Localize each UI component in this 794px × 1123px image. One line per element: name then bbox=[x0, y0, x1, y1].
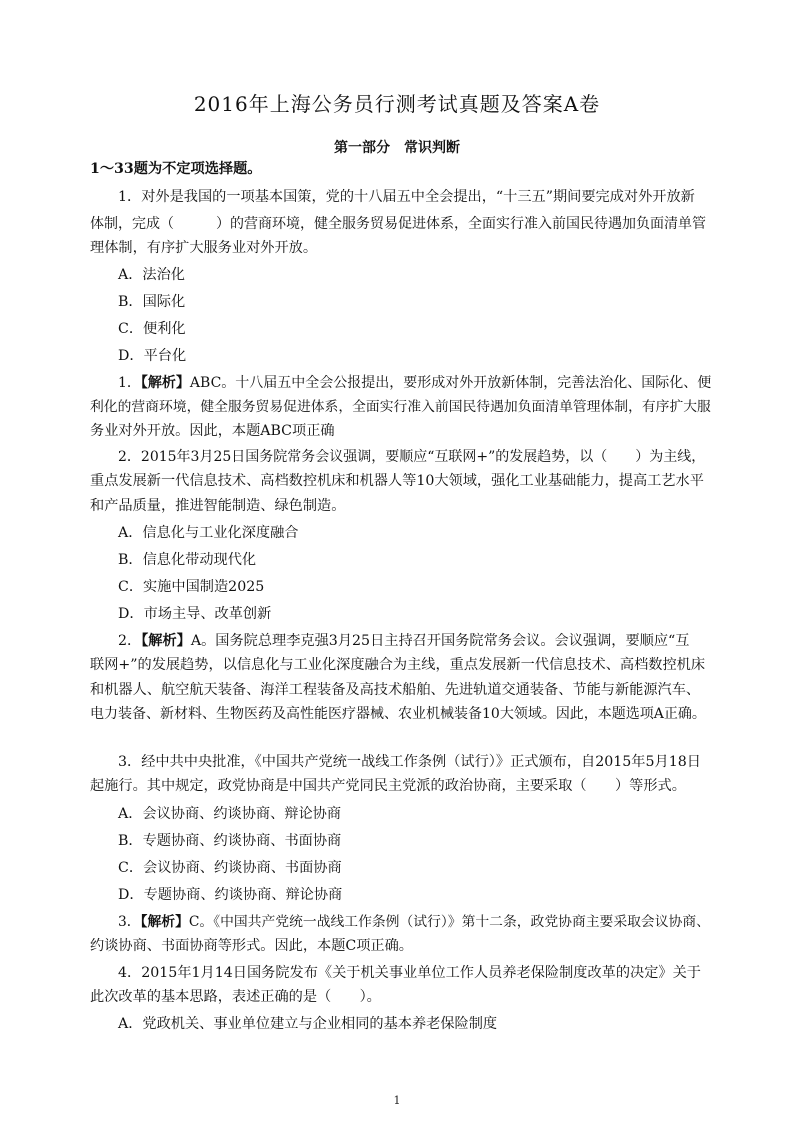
text-line: 起施行。其中规定，政党协商是中国共产党同民主党派的政治协商，主要采取（ ）等形式。 bbox=[90, 778, 686, 794]
answer-line: 2．【解析】A。国务院总理李克强3月25日主持召开国务院常务会议。会议强调，要顺应“互 bbox=[118, 633, 690, 649]
text-line: 联网+”的发展趋势，以信息化与工业化深度融合为主线，重点发展新一代信息技术、高档数控机床 bbox=[90, 657, 706, 673]
instruction-text: 1～33题为不定项选择题。 bbox=[90, 161, 262, 177]
text-line: 4．2015年1月14日国务院发布《关于机关事业单位工作人员养老保险制度改革的决定》关于 bbox=[118, 965, 701, 981]
option-line: A．党政机关、事业单位建立与企业相同的基本养老保险制度 bbox=[118, 1016, 498, 1032]
option-line: D．平台化 bbox=[118, 348, 187, 364]
text-line: 务业对外开放。因此，本题ABC项正确 bbox=[90, 423, 335, 439]
option-line: B．国际化 bbox=[118, 294, 186, 310]
page-number: 1 bbox=[393, 1094, 401, 1107]
option-line: D．专题协商、约谈协商、辩论协商 bbox=[118, 887, 343, 903]
option-line: D．市场主导、改革创新 bbox=[118, 606, 272, 622]
section-title: 第一部分 常识判断 bbox=[334, 140, 460, 156]
text-line: 电力装备、新材料、生物医药及高性能医疗器械、农业机械装备10大领域。因此，本题选项A正确。 bbox=[90, 706, 706, 722]
option-line: C．便利化 bbox=[118, 321, 186, 337]
analysis-marker: 【解析】 bbox=[140, 375, 190, 391]
text-line: 约谈协商、书面协商等形式。因此，本题C项正确。 bbox=[90, 938, 413, 954]
text-line: 3．经中共中央批准，《中国共产党统一战线工作条例（试行）》正式颁布，自2015年5月18日 bbox=[118, 754, 701, 770]
answer-line: 3．【解析】C。《中国共产党统一战线工作条例（试行）》第十二条，政党协商主要采取会议协商、 bbox=[118, 914, 710, 930]
analysis-marker: 【解析】 bbox=[140, 914, 189, 930]
text-line: 体制，完成（ ）的营商环境，健全服务贸易促进体系，全面实行准入前国民待遇加负面清单管 bbox=[90, 216, 706, 232]
text-line: 和产品质量，推进智能制造、绿色制造。 bbox=[90, 498, 346, 514]
answer-line: 1．【解析】ABC。十八届五中全会公报提出，要形成对外开放新体制，完善法治化、国际化、便 bbox=[118, 375, 712, 391]
option-line: A．会议协商、约谈协商、辩论协商 bbox=[118, 806, 342, 822]
text-line: 2．2015年3月25日国务院常务会议强调，要顺应“互联网+”的发展趋势，以（ ）为主线， bbox=[118, 449, 706, 465]
option-line: C．实施中国制造2025 bbox=[118, 579, 265, 595]
text-line: 和机器人、航空航天装备、海洋工程装备及高技术船舶、先进轨道交通装备、节能与新能源汽车、 bbox=[90, 682, 701, 698]
text-line: 1．对外是我国的一项基本国策，党的十八届五中全会提出，“十三五”期间要完成对外开放新 bbox=[118, 189, 695, 205]
text-line: 重点发展新一代信息技术、高档数控机床和机器人等10大领域，强化工业基础能力，提高工艺水平 bbox=[90, 473, 704, 489]
text-line: 利化的营商环境，健全服务贸易促进体系，全面实行准入前国民待遇加负面清单管理体制，有序扩大服 bbox=[90, 399, 711, 415]
analysis-marker: 【解析】 bbox=[141, 633, 191, 649]
option-line: C．会议协商、约谈协商、书面协商 bbox=[118, 860, 342, 876]
option-line: A．法治化 bbox=[118, 267, 185, 283]
text-line: 此次改革的基本思路，表述正确的是（ ）。 bbox=[90, 989, 381, 1005]
page-title: 2016年上海公务员行测考试真题及答案A卷 bbox=[193, 92, 601, 116]
text-line: 理体制，有序扩大服务业对外开放。 bbox=[90, 240, 318, 256]
option-line: B．专题协商、约谈协商、书面协商 bbox=[118, 833, 342, 849]
option-line: B．信息化带动现代化 bbox=[118, 552, 257, 568]
option-line: A．信息化与工业化深度融合 bbox=[118, 525, 299, 541]
